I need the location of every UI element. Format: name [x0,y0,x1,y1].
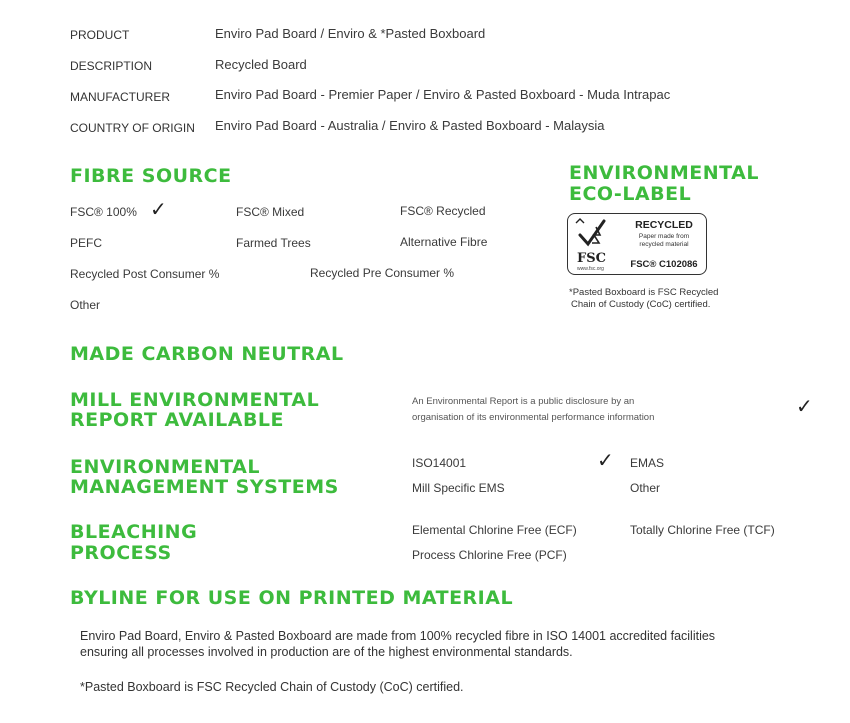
byline-text-line2: ensuring all processes involved in production are of the highest environmental standards. [80,645,573,659]
mill-report-tick-icon: ✓ [796,396,813,418]
paper-made-line1: Paper made from [638,233,690,240]
description-label: DESCRIPTION [70,59,153,73]
ems-other-option: Other [630,481,661,495]
product-value: Enviro Pad Board / Enviro & *Pasted Boxboard [215,26,486,41]
fsc-100-tick-icon: ✓ [150,199,167,221]
mill-report-desc-line2: organisation of its environmental performance information [412,412,655,423]
byline-heading: BYLINE FOR USE ON PRINTED MATERIAL [70,587,514,609]
mill-report-heading-line1: MILL ENVIRONMENTAL [70,389,320,411]
description-value: Recycled Board [215,57,307,72]
alternative-fibre-option: Alternative Fibre [400,235,488,249]
carbon-neutral-heading: MADE CARBON NEUTRAL [70,343,344,365]
mill-report-desc-line1: An Environmental Report is a public disclosure by an [412,396,635,407]
eco-note-line1: *Pasted Boxboard is FSC Recycled [569,287,719,298]
pefc-option: PEFC [70,236,103,250]
fsc-100-option: FSC® 100% [70,205,137,219]
bleaching-heading-line1: BLEACHING [70,521,198,543]
farmed-trees-option: Farmed Trees [236,236,311,250]
fsc-word: FSC [577,251,606,266]
bleaching-heading-line2: PROCESS [70,542,172,564]
fsc-tree-check-icon [574,217,618,251]
manufacturer-value: Enviro Pad Board - Premier Paper / Enviro & Pasted Boxboard - Muda Intrapac [215,87,671,102]
fibre-other-option: Other [70,298,101,312]
fibre-source-heading: FIBRE SOURCE [70,165,232,187]
eco-label-heading-line2: ECO-LABEL [569,183,692,205]
fsc-mixed-option: FSC® Mixed [236,205,305,219]
ems-heading-line2: MANAGEMENT SYSTEMS [70,476,339,498]
mill-report-heading-line2: REPORT AVAILABLE [70,409,285,431]
iso14001-option: ISO14001 [412,456,467,470]
ems-heading-line1: ENVIRONMENTAL [70,456,260,478]
paper-made-line2: recycled material [639,241,689,248]
eco-note-line2: Chain of Custody (CoC) certified. [571,299,711,310]
recycled-title: RECYCLED [635,219,693,231]
byline-text-line1: Enviro Pad Board, Enviro & Pasted Boxboard are made from 100% recycled fibre in ISO 14001 accredited facilities [80,629,716,643]
country-label: COUNTRY OF ORIGIN [70,121,195,135]
fsc-recycled-label [567,213,707,275]
pcf-option: Process Chlorine Free (PCF) [412,548,567,562]
byline-note: *Pasted Boxboard is FSC Recycled Chain of Custody (CoC) certified. [80,680,464,694]
country-value: Enviro Pad Board - Australia / Enviro & Pasted Boxboard - Malaysia [215,118,605,133]
recycled-pre-consumer-option: Recycled Pre Consumer % [310,266,455,280]
ecf-option: Elemental Chlorine Free (ECF) [412,523,577,537]
tcf-option: Totally Chlorine Free (TCF) [630,523,775,537]
fsc-recycled-option: FSC® Recycled [400,204,486,218]
fsc-site: www.fsc.org [577,266,604,272]
fsc-code: FSC® C102086 [630,259,698,270]
mill-specific-ems-option: Mill Specific EMS [412,481,505,495]
recycled-post-consumer-option: Recycled Post Consumer % [70,267,220,281]
manufacturer-label: MANUFACTURER [70,90,171,104]
emas-option: EMAS [630,456,665,470]
product-label: PRODUCT [70,28,130,42]
iso14001-tick-icon: ✓ [597,450,614,472]
eco-label-heading-line1: ENVIRONMENTAL [569,162,759,184]
